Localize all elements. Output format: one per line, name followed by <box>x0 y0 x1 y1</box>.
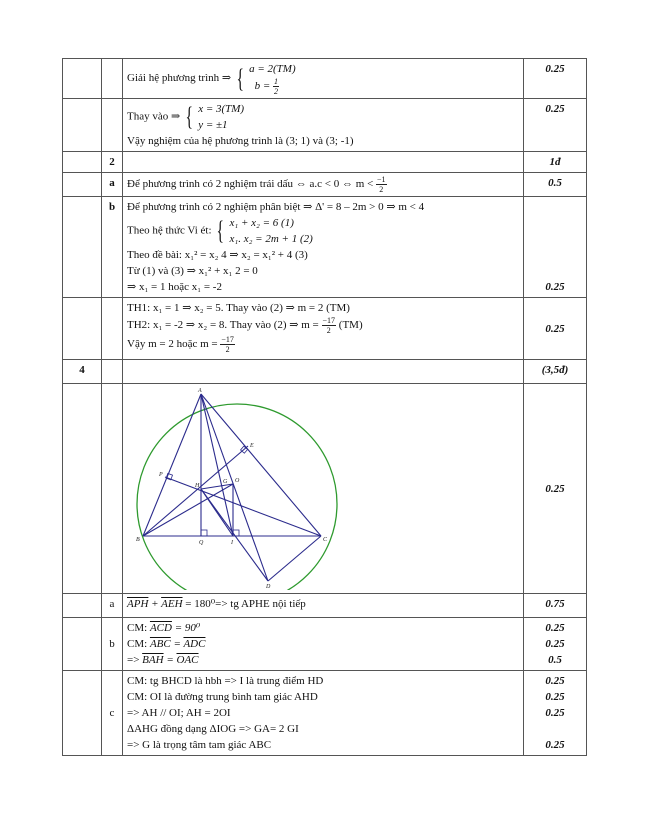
score-value: 0.25 <box>545 675 565 687</box>
vieta-line <box>127 215 519 247</box>
score-cell: 0.25 <box>524 298 587 360</box>
equation-system <box>249 61 296 96</box>
angle-symbol: $\overline{ADC}$ <box>183 638 206 650</box>
side-ab <box>143 394 201 536</box>
answer-table <box>62 58 587 756</box>
part-cell <box>102 384 123 594</box>
content-cell <box>123 152 524 173</box>
angle-symbol: $\overline{OAC}$ <box>176 654 199 666</box>
equation-lhs: b = <box>254 80 271 93</box>
equation: x₁ + x₂ = 6 (1) <box>229 217 294 229</box>
equation-system <box>198 101 244 133</box>
content-cell: $\overline{APH} + \overline{AEH} = 180^0=>$ tg APHE nội tiếp <box>123 594 524 618</box>
question-cell <box>63 152 102 173</box>
part-label: b <box>102 197 123 298</box>
brace-symbol: { <box>216 216 225 245</box>
angle-symbol: $\overline{BAH}$ <box>142 654 164 666</box>
point-a-label: A <box>198 388 202 394</box>
proof-line: => G là trọng tâm tam giác ABC <box>127 739 272 751</box>
score-value: 0.5 <box>548 654 562 666</box>
question-cell <box>63 618 102 671</box>
proof-line <box>127 636 519 652</box>
fraction <box>322 316 337 335</box>
point-i-label: I <box>231 540 233 546</box>
content-cell <box>123 173 524 197</box>
conclusion-text: Vậy nghiệm của hệ phương trình là (3; 1) và (3; -1) <box>127 135 354 147</box>
part-cell <box>102 298 123 360</box>
equation: y = ±1 <box>198 119 228 131</box>
score-value: 0.25 <box>545 622 565 634</box>
score-value: 0.25 <box>545 691 565 703</box>
denominator: 2 <box>326 326 331 335</box>
numerator: −17 <box>322 316 336 325</box>
equation-system <box>230 215 313 247</box>
proof-line <box>127 620 519 636</box>
equation: x = 3(TM) <box>198 103 245 115</box>
final-answer-line <box>127 335 519 354</box>
numerator: −17 <box>221 335 234 344</box>
table-row <box>63 99 587 152</box>
question-cell <box>63 671 102 756</box>
proof-line: CM: OI là đường trung bình tam giác AHD <box>127 691 318 703</box>
question-cell <box>63 384 102 594</box>
proof-line: CM: tg BHCD là hbh => I là trung điểm HD <box>127 675 324 687</box>
part-cell <box>102 99 123 152</box>
numerator: 1 <box>274 77 279 86</box>
case-two-line <box>127 316 519 335</box>
score-cell: 0.25 <box>524 99 587 152</box>
condition-text: Để phương trình có 2 nghiệm phân biệt ⇒ Δ' = 8 – 2m > 0 ⇒ m < 4 <box>127 201 425 213</box>
proof-line: ΔAHG đồng dạng ΔIOG => GA= 2 GI <box>127 723 299 735</box>
altitude-cp <box>165 477 321 536</box>
point-q-label: Q <box>199 540 204 546</box>
table-row <box>63 618 587 671</box>
fraction <box>273 77 279 96</box>
cyclic-conclusion: = 180⁰=> tg APHE nội tiếp <box>185 598 306 610</box>
fraction <box>376 175 387 194</box>
score-value <box>528 721 582 737</box>
proof-line: => AH // OI; AH = 2OI <box>127 707 231 719</box>
point-o-label: O <box>235 478 240 484</box>
score-cell: (3,5đ) <box>524 360 587 384</box>
score-cell <box>524 671 587 756</box>
median-ai <box>201 394 233 536</box>
final-answer-text: Vậy m = 2 hoặc m = <box>127 338 218 351</box>
proof-suffix: = 90⁰ <box>171 622 201 634</box>
content-cell <box>123 618 524 671</box>
right-angle-p <box>166 473 172 479</box>
score-value: 0.25 <box>545 707 565 719</box>
question-cell <box>63 594 102 618</box>
part-label: c <box>102 671 123 756</box>
equation <box>249 77 296 96</box>
equation: a = 2(TM) <box>249 63 296 75</box>
score-value: 0.25 <box>545 638 565 650</box>
question-label: 4 <box>63 360 102 384</box>
table-row <box>63 360 587 384</box>
table-row <box>63 384 587 594</box>
brace-symbol: { <box>185 102 193 131</box>
score-cell <box>524 618 587 671</box>
substitute-prefix: Thay vào ⇒ <box>127 110 181 123</box>
angle-symbol: $\overline{ABC}$ <box>149 638 171 650</box>
equals-sign: = <box>163 654 177 666</box>
content-cell <box>123 59 524 99</box>
score-cell: 0.25 <box>524 59 587 99</box>
score-cell: 0.25 <box>524 384 587 594</box>
circumcircle <box>137 404 337 590</box>
part-label: a <box>102 594 123 618</box>
proof-prefix: CM: <box>127 622 150 634</box>
point-d-label: D <box>266 584 271 590</box>
figure-cell <box>123 384 524 594</box>
point-h-label: H <box>195 483 200 489</box>
angle-symbol: $\overline{APH}$ <box>127 598 149 610</box>
table-row <box>63 594 587 618</box>
point-g-label: G <box>223 479 228 485</box>
case-one-text: TH1: x₁ = 1 ⇒ x₂ = 5. Thay vào (2) ⇒ m = 2 (TM) <box>127 302 350 314</box>
question-cell <box>63 59 102 99</box>
content-cell <box>123 99 524 152</box>
score-cell: 1đ <box>524 152 587 173</box>
part-label: b <box>102 618 123 671</box>
result-text: ⇒ x₁ = 1 hoặc x₁ = -2 <box>127 281 222 293</box>
content-cell <box>123 197 524 298</box>
solve-system-prefix: Giải hệ phương trình ⇒ <box>127 72 232 85</box>
fraction <box>220 335 235 354</box>
case-two-text: TH2: x₁ = -2 ⇒ x₂ = 8. Thay vào (2) ⇒ m = <box>127 319 319 332</box>
question-cell <box>63 173 102 197</box>
part-label: 2 <box>102 152 123 173</box>
table-row <box>63 59 587 99</box>
score-cell: 0.75 <box>524 594 587 618</box>
content-cell <box>123 360 524 384</box>
right-angle-q <box>201 530 207 536</box>
proof-prefix: => <box>127 654 143 666</box>
angle-symbol: $\overline{AEH}$ <box>161 598 183 610</box>
equation: x₁. x₂ = 2m + 1 (2) <box>229 233 313 245</box>
denominator: 2 <box>274 87 279 96</box>
score-cell: 0.5 <box>524 173 587 197</box>
table-row <box>63 671 587 756</box>
proof-line <box>127 652 519 668</box>
angle-symbol: $\overline{ACD}$ <box>149 622 172 634</box>
score-cell: 0.25 <box>524 197 587 298</box>
point-labels <box>136 388 328 590</box>
derivation-text: Từ (1) và (3) ⇒ x₁² + x₁ 2 = 0 <box>127 265 258 277</box>
part-cell <box>102 59 123 99</box>
case-two-suffix: (TM) <box>338 319 363 332</box>
equals-sign: = <box>170 638 184 650</box>
condition-text: Để phương trình có 2 nghiệm trái dấu ⇔ a.c < 0 ⇔ m < <box>127 178 374 191</box>
table-row <box>63 298 587 360</box>
given-text: Theo đề bài: x₁² = x₂ 4 ⇒ x₂ = x₁² + 4 (3) <box>127 249 308 261</box>
score-value: 0.25 <box>545 739 565 751</box>
brace-symbol: { <box>236 63 244 93</box>
denominator: 2 <box>379 185 384 194</box>
altitude-be <box>143 446 248 536</box>
point-b-label: B <box>136 537 140 543</box>
content-cell <box>123 298 524 360</box>
part-label: a <box>102 173 123 197</box>
table-row <box>63 173 587 197</box>
question-cell <box>63 197 102 298</box>
vieta-prefix: Theo hệ thức Vi ét: <box>127 224 212 237</box>
segment-cd <box>268 536 321 581</box>
segment-bo <box>143 484 233 536</box>
geometry-figure <box>123 384 343 590</box>
question-cell <box>63 298 102 360</box>
table-row <box>63 152 587 173</box>
content-cell <box>123 671 524 756</box>
proof-prefix: CM: <box>127 638 150 650</box>
table-row <box>63 197 587 298</box>
point-c-label: C <box>323 537 328 543</box>
question-cell <box>63 99 102 152</box>
part-cell <box>102 360 123 384</box>
point-e-label: E <box>250 443 254 449</box>
denominator: 2 <box>225 345 230 354</box>
point-p-label: P <box>159 472 163 478</box>
numerator: −1 <box>377 175 386 184</box>
